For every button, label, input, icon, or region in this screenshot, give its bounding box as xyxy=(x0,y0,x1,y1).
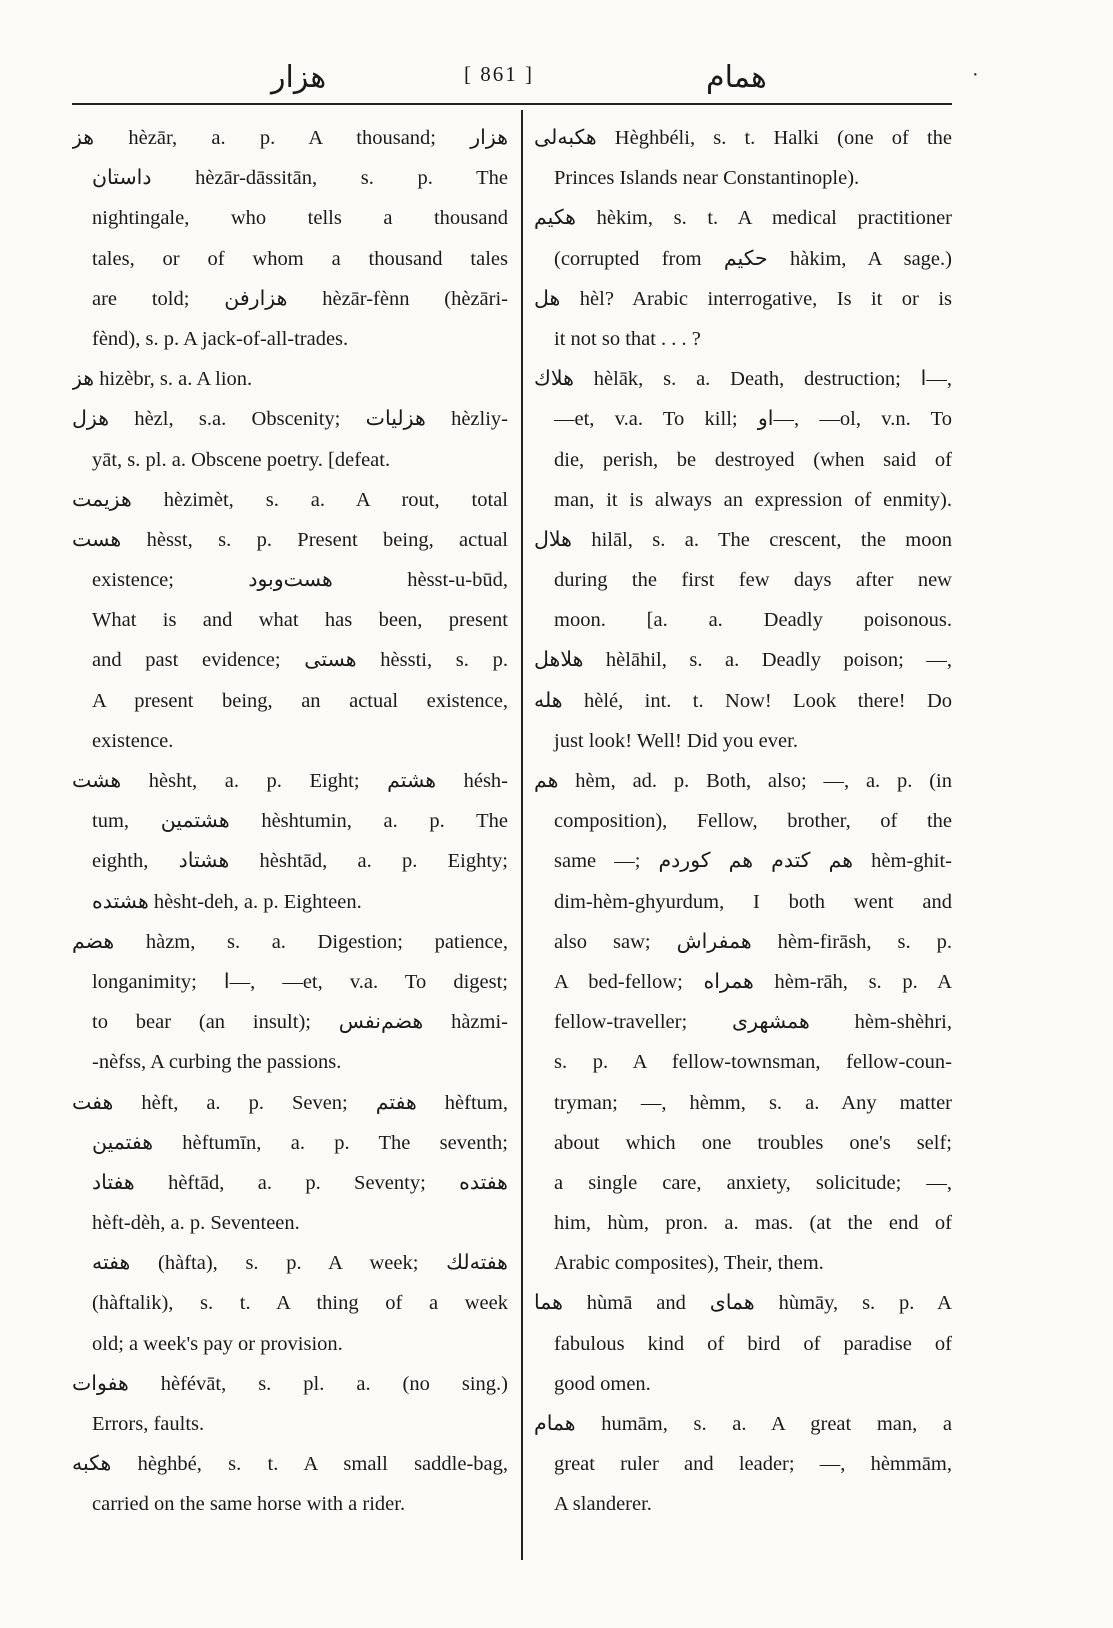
dictionary-line: are told; هزارفن hèzār-fènn (hèzāri- xyxy=(92,287,508,310)
dictionary-line: just look! Well! Did you ever. xyxy=(554,729,798,752)
dictionary-line: هشتده hèsht-deh, a. p. Eighteen. xyxy=(92,890,362,913)
dictionary-line: tales, or of whom a thousand tales xyxy=(92,247,508,270)
dictionary-line: it not so that . . . ? xyxy=(554,327,701,350)
dictionary-line: good omen. xyxy=(554,1372,651,1395)
dictionary-line: tum, هشتمين hèshtumin, a. p. The xyxy=(92,810,508,833)
dictionary-line: also saw; همفراش hèm-firāsh, s. p. xyxy=(554,930,952,953)
dictionary-line: هلاهل hèlāhil, s. a. Deadly poison; —, xyxy=(534,649,952,672)
dictionary-line: fellow-traveller; همشهرى hèm-shèhri, xyxy=(554,1011,952,1034)
dictionary-line: هما hùmā and هماى hùmāy, s. p. A xyxy=(534,1292,952,1315)
dictionary-line: (corrupted from حكيم hàkim, A sage.) xyxy=(554,247,952,270)
dictionary-line: man, it is always an expression of enmity). xyxy=(554,488,952,511)
dictionary-line: هكبه hèghbé, s. t. A small saddle-bag, xyxy=(72,1453,508,1476)
dictionary-line: هلاك hèlāk, s. a. Death, destruction; ا—, xyxy=(534,368,952,391)
dictionary-line: همام humām, s. a. A great man, a xyxy=(534,1413,952,1435)
dictionary-line: داستان hèzār-dāssitān, s. p. The xyxy=(92,167,508,190)
dictionary-line: هزل hèzl, s.a. Obscenity; هزليات hèzliy- xyxy=(72,408,508,431)
dictionary-line: great ruler and leader; —, hèmmām, xyxy=(554,1453,952,1476)
column-divider xyxy=(521,110,523,1560)
dictionary-line: old; a week's pay or provision. xyxy=(92,1332,343,1355)
dictionary-line: eighth, هشتاد hèshtād, a. p. Eighty; xyxy=(92,850,508,873)
dictionary-line: هشت hèsht, a. p. Eight; هشتم hésh- xyxy=(72,770,508,792)
dictionary-line: fènd), s. p. A jack-of-all-trades. xyxy=(92,327,349,350)
dictionary-line: هلال hilāl, s. a. The crescent, the moon xyxy=(534,528,952,551)
page-number: [ 861 ] xyxy=(464,62,534,86)
dictionary-line: What is and what has been, present xyxy=(92,609,508,632)
dictionary-line: during the first few days after new xyxy=(554,569,952,592)
dictionary-line: existence. xyxy=(92,729,174,752)
dictionary-line: to bear (an insult); هضم‌نفس hàzmi- xyxy=(92,1011,508,1034)
dictionary-line: s. p. A fellow-townsman, fellow-coun- xyxy=(554,1051,952,1074)
running-head-left: هزار xyxy=(271,60,327,95)
dictionary-line: (hàftalik), s. t. A thing of a week xyxy=(92,1292,508,1315)
left-column xyxy=(72,118,508,1525)
dictionary-line: die, perish, be destroyed (when said of xyxy=(554,448,952,471)
dictionary-line: hèft-dèh, a. p. Seventeen. xyxy=(92,1212,300,1235)
dictionary-line: nightingale, who tells a thousand xyxy=(92,207,508,230)
dictionary-line: A slanderer. xyxy=(554,1493,652,1516)
dictionary-line: هم hèm, ad. p. Both, also; —, a. p. (in xyxy=(534,770,952,792)
dictionary-line: هز hizèbr, s. a. A lion. xyxy=(72,368,253,391)
header-rule xyxy=(72,103,952,105)
dictionary-line: existence; هست‌وبود hèsst-u-būd, xyxy=(92,569,508,592)
dictionary-line: dim-hèm-ghyurdum, I both went and xyxy=(554,890,952,913)
dictionary-line: هفوات hèfévāt, s. pl. a. (no sing.) xyxy=(72,1372,508,1395)
dictionary-line: him, hùm, pron. a. mas. (at the end of xyxy=(554,1212,952,1235)
dictionary-line: composition), Fellow, brother, of the xyxy=(554,810,952,833)
dictionary-line: -nèfss, A curbing the passions. xyxy=(92,1051,342,1074)
dictionary-line: هفت hèft, a. p. Seven; هفتم hèftum, xyxy=(72,1091,508,1114)
dictionary-line: Princes Islands near Constantinople). xyxy=(554,167,860,190)
dictionary-line: longanimity; ا—, —et, v.a. To digest; xyxy=(92,970,508,993)
dictionary-line: and past evidence; هستى hèssti, s. p. xyxy=(92,649,508,672)
speck-mark: · xyxy=(972,64,979,86)
dictionary-line: هضم hàzm, s. a. Digestion; patience, xyxy=(72,930,508,953)
dictionary-line: Errors, faults. xyxy=(92,1413,205,1435)
dictionary-line: same —; هم كتدم هم كوردم hèm-ghit- xyxy=(554,850,952,873)
dictionary-line: about which one troubles one's self; xyxy=(554,1131,952,1154)
dictionary-line: fabulous kind of bird of paradise of xyxy=(554,1332,952,1355)
dictionary-line: هكيم hèkim, s. t. A medical practitioner xyxy=(534,207,952,230)
dictionary-line: هز hèzār, a. p. A thousand; هزار xyxy=(72,127,508,149)
dictionary-line: a single care, anxiety, solicitude; —, xyxy=(554,1171,952,1194)
dictionary-line: yāt, s. pl. a. Obscene poetry. [defeat. xyxy=(92,448,391,471)
dictionary-line: —et, v.a. To kill; او—, —ol, v.n. To xyxy=(554,408,952,431)
running-head-right: همام xyxy=(706,60,767,95)
dictionary-line: A bed-fellow; همراه hèm-rāh, s. p. A xyxy=(554,970,952,993)
dictionary-line: A present being, an actual existence, xyxy=(92,689,508,712)
dictionary-line: هفتاد hèftād, a. p. Seventy; هفتده xyxy=(92,1171,508,1194)
dictionary-line: هست hèsst, s. p. Present being, actual xyxy=(72,528,508,551)
dictionary-line: هزيمت hèzimèt, s. a. A rout, total xyxy=(72,488,508,511)
dictionary-line: Arabic composites), Their, them. xyxy=(554,1252,824,1275)
dictionary-line: هفتمين hèftumīn, a. p. The seventh; xyxy=(92,1131,508,1154)
dictionary-line: هفته (hàfta), s. p. A week; هفته‌لك xyxy=(92,1252,508,1275)
dictionary-line: carried on the same horse with a rider. xyxy=(92,1493,406,1516)
dictionary-line: moon. [a. a. Deadly poisonous. xyxy=(554,609,952,632)
dictionary-line: هل hèl? Arabic interrogative, Is it or is xyxy=(534,287,952,310)
page-header xyxy=(66,52,952,104)
dictionary-line: هله hèlé, int. t. Now! Look there! Do xyxy=(534,689,952,712)
dictionary-line: هكبه‌لى Hèghbéli, s. t. Halki (one of the xyxy=(534,127,952,149)
right-column xyxy=(534,118,952,1525)
dictionary-line: tryman; —, hèmm, s. a. Any matter xyxy=(554,1091,952,1114)
